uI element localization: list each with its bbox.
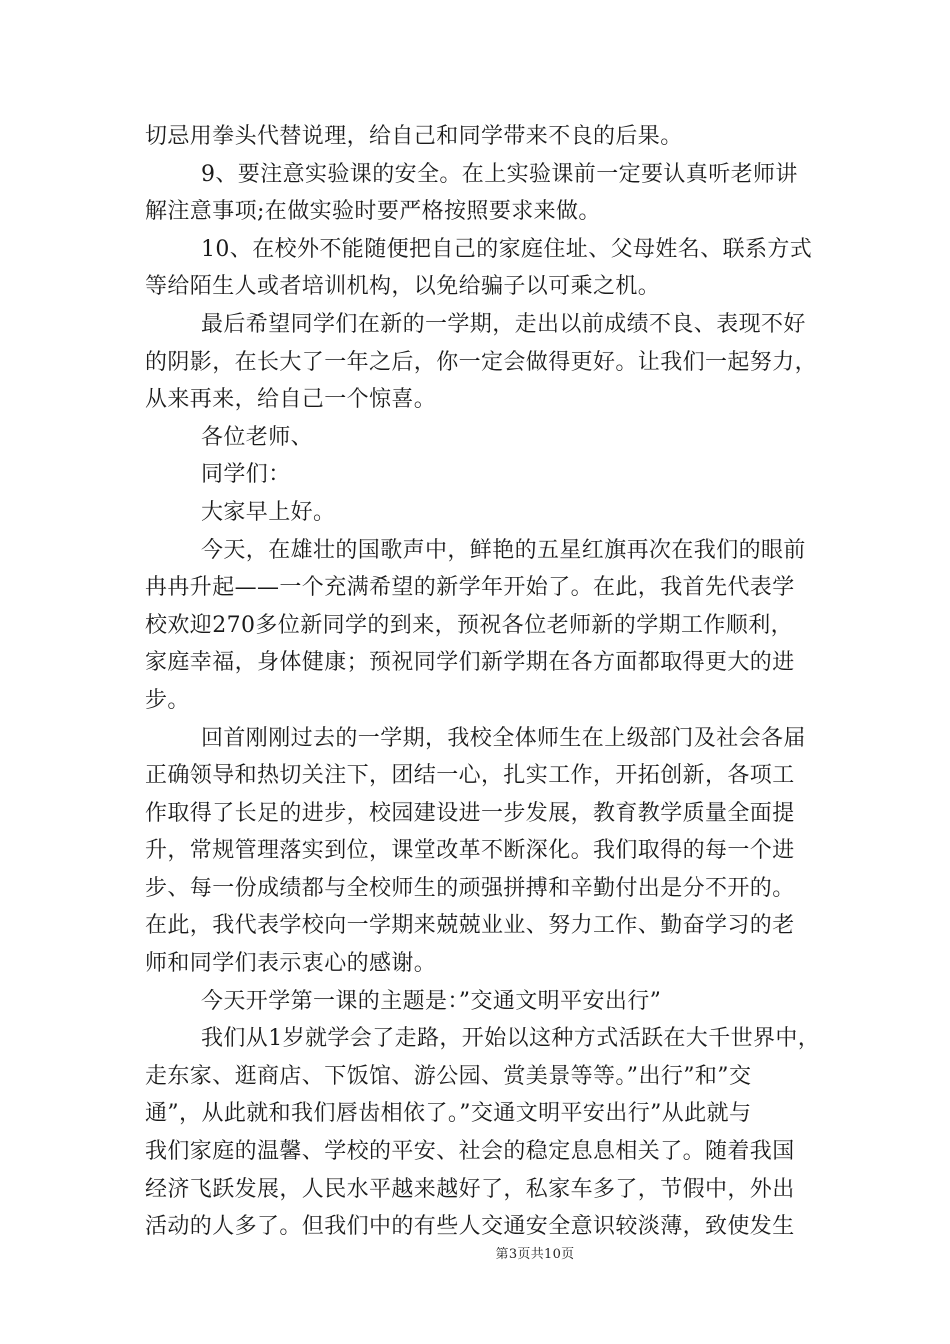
text-line: 解注意事项;在做实验时要严格按照要求来做。 bbox=[145, 199, 601, 225]
text-line: 我们家庭的温馨、学校的平安、社会的稳定息息相关了。随着我国 bbox=[145, 1139, 795, 1165]
text-line: 步。 bbox=[145, 687, 190, 713]
text-line: 回首刚刚过去的一学期，我校全体师生在上级部门及社会各届 bbox=[201, 725, 806, 751]
page-footer bbox=[0, 1243, 950, 1262]
text-line: 9、要注意实验课的安全。在上实验课前一定要认真听老师讲 bbox=[201, 161, 798, 187]
text-line: 经济飞跃发展，人民水平越来越好了，私家车多了，节假中，外出 bbox=[145, 1176, 795, 1202]
text-line: 家庭幸福，身体健康；预祝同学们新学期在各方面都取得更大的进 bbox=[145, 650, 795, 676]
text-line: 10、在校外不能随便把自己的家庭住址、父母姓名、联系方式 bbox=[201, 236, 813, 262]
text-line: 大家早上好。 bbox=[201, 499, 336, 525]
text-line: 切忌用拳头代替说理，给自己和同学带来不良的后果。 bbox=[145, 124, 683, 149]
text-line: 步、每一份成绩都与全校师生的顽强拼搏和辛勤付出是分不开的。 bbox=[145, 875, 795, 901]
text-line: 作取得了长足的进步，校园建设进一步发展，教育教学质量全面提 bbox=[145, 800, 795, 826]
text-line: 各位老师、 bbox=[201, 424, 314, 450]
text-line: 校欢迎270多位新同学的到来，预祝各位老师新的学期工作顺利， bbox=[145, 612, 793, 638]
text-line: 的阴影，在长大了一年之后，你一定会做得更好。让我们一起努力， bbox=[145, 349, 818, 375]
text-line: 正确领导和热切关注下，团结一心，扎实工作，开拓创新，各项工 bbox=[145, 763, 795, 789]
text-line: 走东家、逛商店、下饭馆、游公园、赏美景等等。”出行”和”交 bbox=[145, 1063, 752, 1089]
text-line: 师和同学们表示衷心的感谢。 bbox=[145, 951, 437, 977]
text-line: 升，常规管理落实到位，课堂改革不断深化。我们取得的每一个进 bbox=[145, 838, 795, 864]
text-line: 最后希望同学们在新的一学期，走出以前成绩不良、表现不好 bbox=[201, 311, 806, 337]
text-line: 我们从1岁就学会了走路，开始以这种方式活跃在大千世界中， bbox=[201, 1026, 821, 1052]
text-line: 冉冉升起——一个充满希望的新学年开始了。在此，我首先代表学 bbox=[145, 575, 795, 601]
text-line: 活动的人多了。但我们中的有些人交通安全意识较淡薄，致使发生 bbox=[145, 1214, 795, 1240]
text-line: 在此，我代表学校向一学期来兢兢业业、努力工作、勤奋学习的老 bbox=[145, 913, 795, 939]
text-line: 同学们： bbox=[201, 462, 291, 488]
text-line: 通”，从此就和我们唇齿相依了。”交通文明平安出行”从此就与 bbox=[145, 1101, 752, 1127]
document-body bbox=[145, 118, 821, 1246]
text-line: 今天开学第一课的主题是：”交通文明平安出行” bbox=[201, 988, 662, 1014]
text-line: 今天，在雄壮的国歌声中，鲜艳的五星红旗再次在我们的眼前 bbox=[201, 537, 806, 563]
text-line: 等给陌生人或者培训机构，以免给骗子以可乘之机。 bbox=[145, 274, 661, 300]
text-line: 从来再来，给自己一个惊喜。 bbox=[145, 387, 437, 413]
page-number-label: 第3页共10页 bbox=[495, 1247, 575, 1262]
